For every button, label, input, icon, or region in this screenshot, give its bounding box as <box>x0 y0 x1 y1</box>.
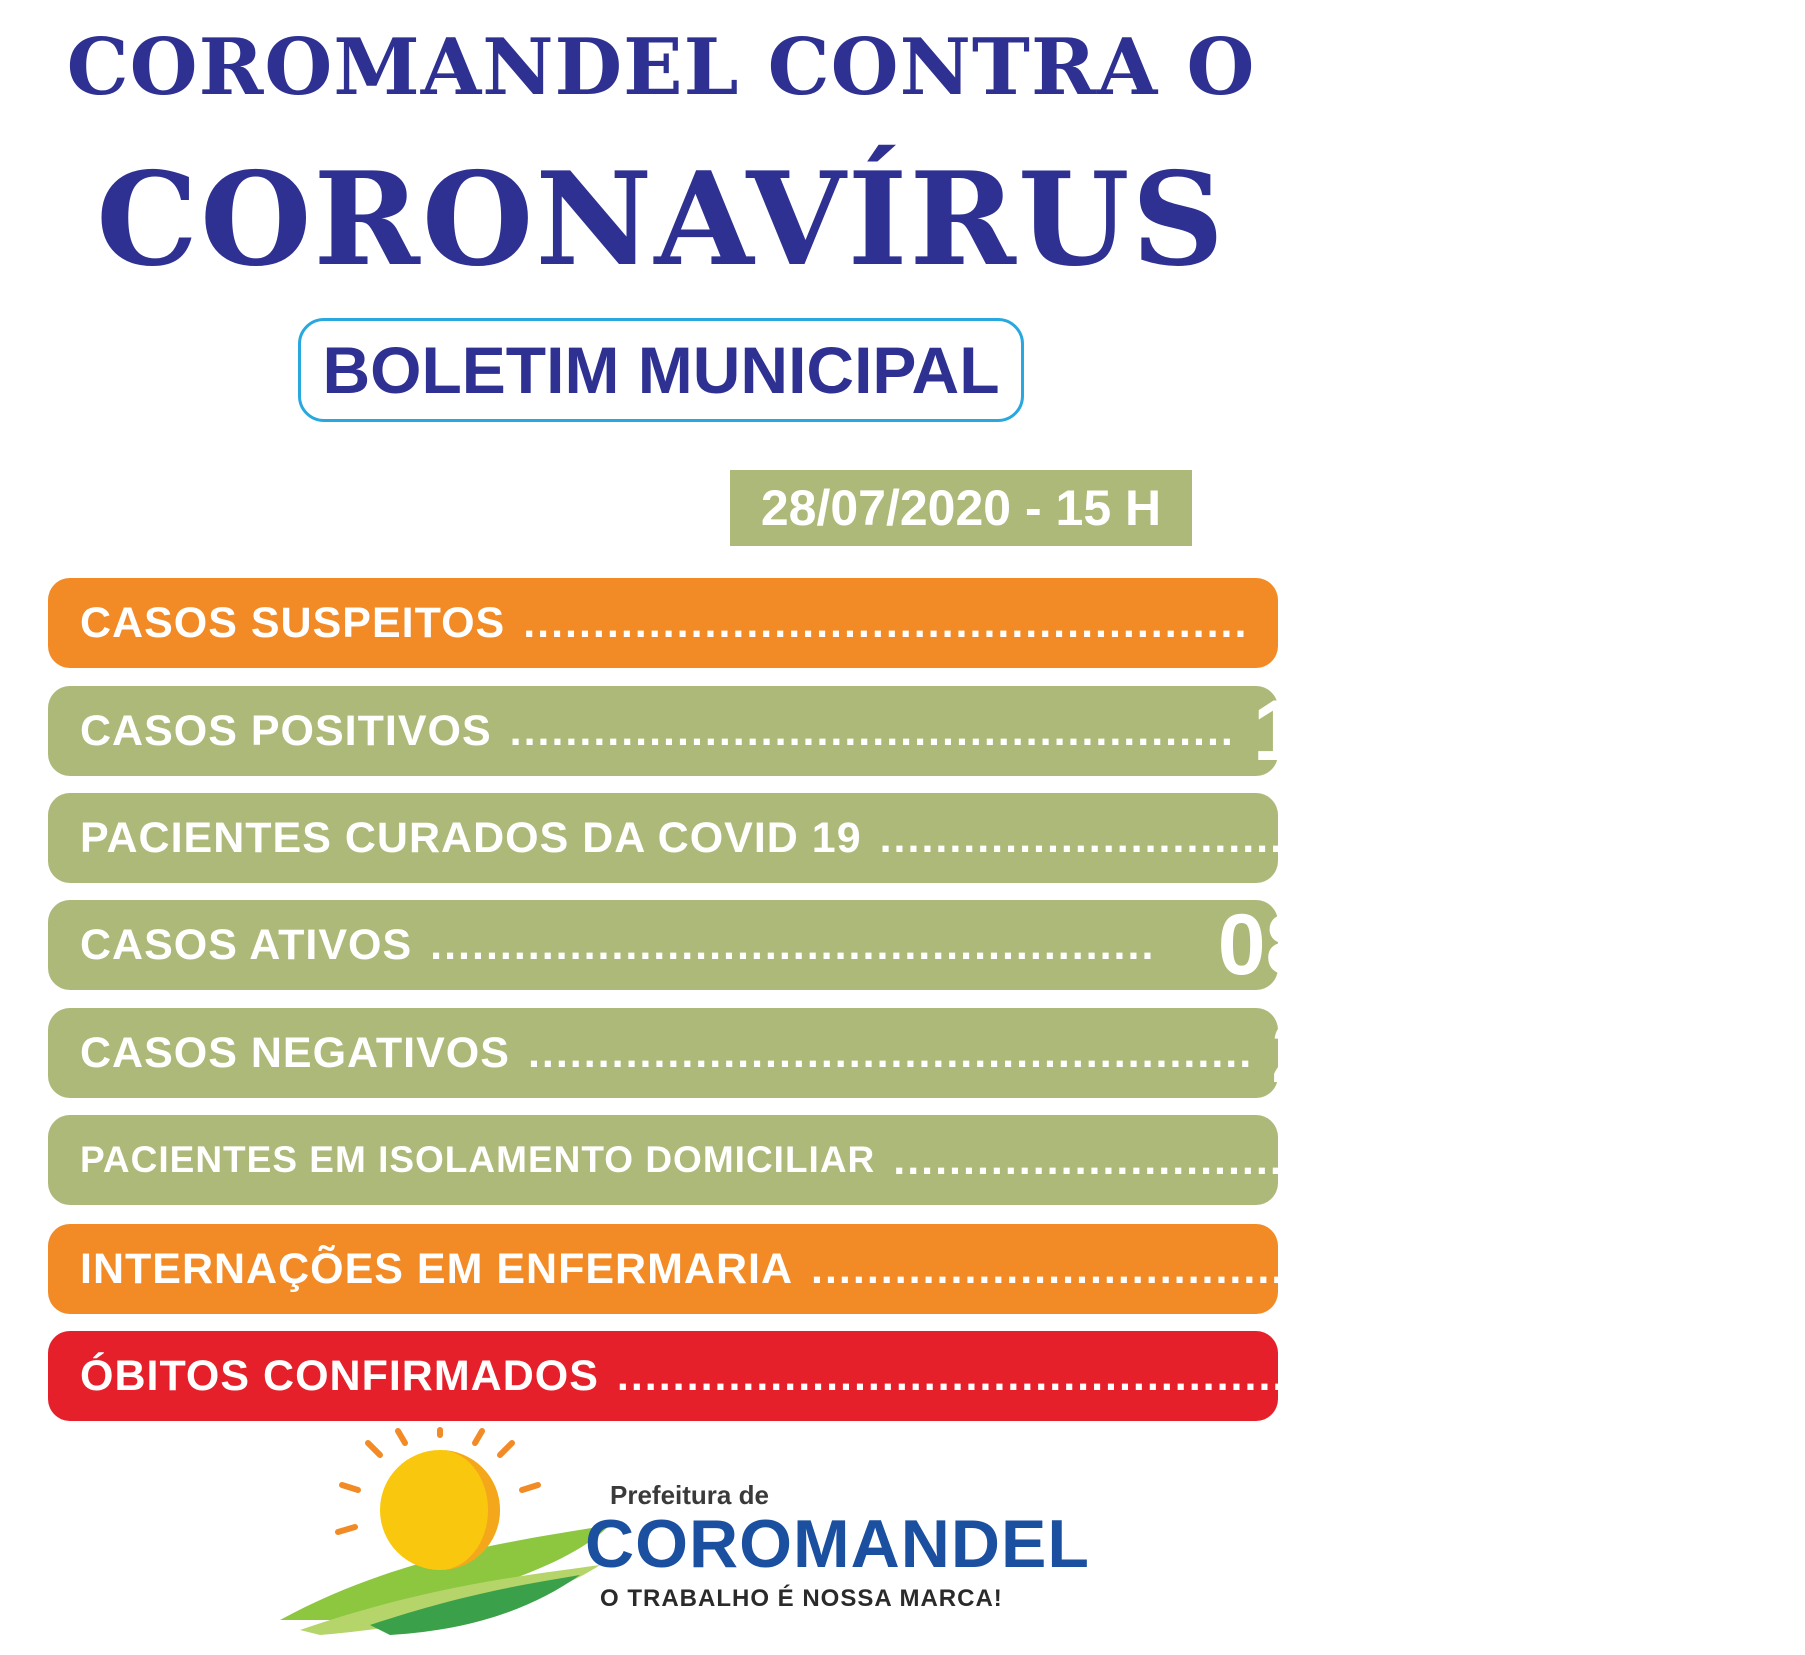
stat-row-positivos <box>48 683 1397 779</box>
footer-city: COROMANDEL <box>585 1506 1090 1582</box>
dot-leader: .................................................... <box>527 1028 1254 1077</box>
stat-value: 93 <box>1667 790 1763 886</box>
stat-row-curados <box>48 790 1763 886</box>
date-badge <box>730 470 1192 546</box>
stat-label: CASOS SUSPEITOS <box>80 598 506 647</box>
dot-leader: .................................................... <box>879 813 1605 862</box>
stat-value: 03 <box>1404 1328 1501 1424</box>
stat-label: CASOS ATIVOS <box>80 920 413 969</box>
stat-label: CASOS POSITIVOS <box>80 706 492 755</box>
stat-label: INTERNAÇÕES EM ENFERMARIA <box>80 1244 794 1293</box>
dot-leader: .................................................... <box>893 1135 1619 1184</box>
stat-row-suspeitos <box>48 575 1407 671</box>
title-line-2: CORONAVÍRUS <box>96 145 1226 295</box>
stat-value: 233 <box>1271 1005 1415 1101</box>
date-label: 28/07/2020 - 15 H <box>760 480 1162 536</box>
stat-row-ativos <box>48 897 1314 993</box>
stat-label: CASOS NEGATIVOS <box>80 1028 510 1077</box>
dot-leader: .................................................... <box>523 598 1249 647</box>
dot-leader: .................................................... <box>509 706 1235 755</box>
stat-value: 08 <box>1217 897 1314 993</box>
stat-value: 52 <box>1680 1112 1777 1208</box>
stat-label: PACIENTES EM ISOLAMENTO DOMICILIAR <box>80 1139 876 1180</box>
stat-row-obitos <box>48 1328 1501 1424</box>
stat-label: ÓBITOS CONFIRMADOS <box>80 1351 599 1400</box>
stat-value: 104 <box>1252 683 1397 779</box>
dot-leader: .................................................... <box>811 1244 1537 1293</box>
stat-row-negativos <box>48 1005 1415 1101</box>
footer-prefix: Prefeitura de <box>610 1480 769 1510</box>
bulletin-label: BOLETIM MUNICIPAL <box>322 333 1000 407</box>
title-line-1: COROMANDEL CONTRA O <box>66 22 1256 113</box>
stat-value: 01 <box>1598 1221 1695 1317</box>
stat-row-internacoes <box>48 1221 1695 1317</box>
stat-row-isolamento <box>48 1112 1777 1208</box>
stat-value: 44 <box>1310 575 1407 671</box>
bulletin-badge <box>298 318 1024 422</box>
dot-leader: .................................................... <box>430 920 1156 969</box>
dot-leader: .................................................... <box>616 1351 1343 1400</box>
stat-label: PACIENTES CURADOS DA COVID 19 <box>80 813 862 862</box>
footer-slogan: O TRABALHO É NOSSA MARCA! <box>600 1585 1003 1612</box>
